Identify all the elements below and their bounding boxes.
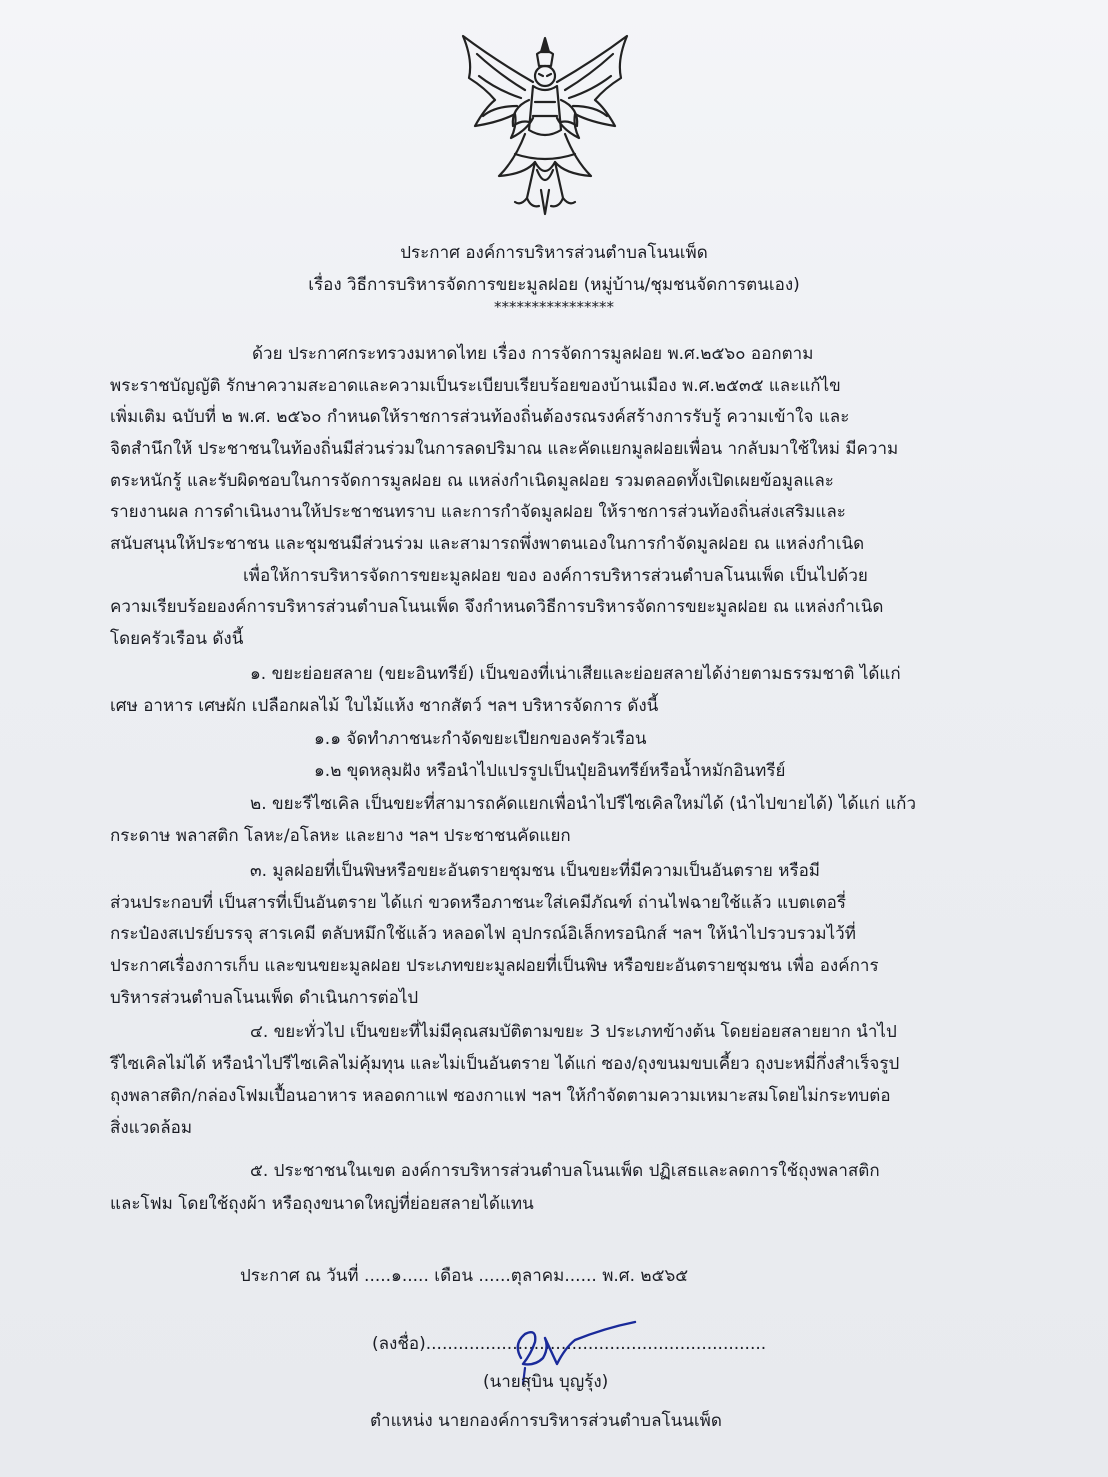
purpose-line-3: โดยครัวเรือน ดังนี้ [110,629,244,649]
item1-sub2: ๑.๒ ขุดหลุมฝัง หรือนำไปแปรรูปเป็นปุ๋ยอินทรีย์หรือน้ำหมักอินทรีย์ [314,761,786,781]
item1-line-1: ๑. ขยะย่อยสลาย (ขยะอินทรีย์) เป็นของที่เน่าเสียและย่อยสลายได้ง่ายตามธรรมชาติ ได้แก่ [250,664,901,684]
item1-sub1: ๑.๑ จัดทำภาชนะกำจัดขยะเปียกของครัวเรือน [314,729,647,749]
item4-line-4: สิ่งแวดล้อม [110,1118,193,1138]
item3-line-4: ประกาศเรื่องการเก็บ และขนขยะมูลฝอย ประเภทขยะมูลฝอยที่เป็นพิษ หรือขยะอันตรายชุมชน เพื่อ องค์การ [110,956,879,976]
item1-line-2: เศษ อาหาร เศษผัก เปลือกผลไม้ ใบไม้แห้ง ซากสัตว์ ฯลฯ บริหารจัดการ ดังนี้ [110,696,659,716]
purpose-line-2: ความเรียบร้อยองค์การบริหารส่วนตำบลโนนเพ็ด จึงกำหนดวิธีการบริหารจัดการขยะมูลฝอย ณ แหล่งกำเนิด [110,597,884,617]
garuda-emblem-icon [455,30,635,220]
intro-line-7: สนับสนุนให้ประชาชน และชุมชนมีส่วนร่วม และสามารถพึ่งพาตนเองในการกำจัดมูลฝอย ณ แหล่งกำเนิด [110,534,865,554]
announcement-title: ประกาศ องค์การบริหารส่วนตำบลโนนเพ็ด [400,243,708,263]
item4-line-2: รีไซเคิลไม่ได้ หรือนำไปรีไซเคิลไม่คุ้มทุน และไม่เป็นอันตราย ได้แก่ ซอง/ถุงขนมขบเคี้ยว ถุงบะหมี่กึ่งสำเร็จรูป [110,1054,900,1074]
purpose-line-1: เพื่อให้การบริหารจัดการขยะมูลฝอย ของ องค์การบริหารส่วนตำบลโนนเพ็ด เป็นไปด้วย [243,566,868,586]
item4-line-3: ถุงพลาสติก/กล่องโฟมเปื้อนอาหาร หลอดกาแฟ ซองกาแฟ ฯลฯ ให้กำจัดตามความเหมาะสมโดยไม่กระทบต่อ [110,1086,891,1106]
intro-line-2: พระราชบัญญัติ รักษาความสะอาดและความเป็นระเบียบเรียบร้อยของบ้านเมือง พ.ศ.๒๕๓๕ และแก้ไข [110,376,841,396]
item3-line-1: ๓. มูลฝอยที่เป็นพิษหรือขยะอันตรายชุมชน เป็นขยะที่มีความเป็นอันตราย หรือมี [250,861,821,881]
item2-line-2: กระดาษ พลาสติก โลหะ/อโลหะ และยาง ฯลฯ ประชาชนคัดแยก [110,826,571,846]
item5-line-1: ๕. ประชาชนในเขต องค์การบริหารส่วนตำบลโนนเพ็ด ปฏิเสธและลดการใช้ถุงพลาสติก [250,1161,880,1181]
item5-line-2: และโฟม โดยใช้ถุงผ้า หรือถุงขนาดใหญ่ที่ย่อยสลายได้แทน [110,1194,534,1214]
header-separator: **************** [494,298,614,316]
announcement-subject: เรื่อง วิธีการบริหารจัดการขยะมูลฝอย (หมู่บ้าน/ชุมชนจัดการตนเอง) [308,275,800,295]
announce-date: ประกาศ ณ วันที่ .....๑..... เดือน ......ตุลาคม...... พ.ศ. ๒๕๖๕ [240,1266,689,1286]
signer-name: (นายสุบิน บุญรุ้ง) [483,1372,609,1392]
intro-line-5: ตระหนักรู้ และรับผิดชอบในการจัดการมูลฝอย ณ แหล่งกำเนิดมูลฝอย รวมตลอดทั้งเปิดเผยข้อมูลและ [110,471,834,491]
signature-line: (ลงชื่อ)............................................................... [372,1334,767,1354]
item2-line-1: ๒. ขยะรีไซเคิล เป็นขยะที่สามารถคัดแยกเพื่อนำไปรีไซเคิลใหม่ได้ (นำไปขายได้) ได้แก่ แก้ว [250,794,917,814]
intro-line-3: เพิ่มเติม ฉบับที่ ๒ พ.ศ. ๒๕๖๐ กำหนดให้ราชการส่วนท้องถิ่นต้องรณรงค์สร้างการรับรู้ ความเข้าใจ และ [110,407,850,427]
item3-line-5: บริหารส่วนตำบลโนนเพ็ด ดำเนินการต่อไป [110,988,419,1008]
signer-position: ตำแหน่ง นายกองค์การบริหารส่วนตำบลโนนเพ็ด [370,1411,722,1431]
item3-line-2: ส่วนประกอบที่ เป็นสารที่เป็นอันตราย ได้แก่ ขวดหรือภาชนะใส่เคมีภัณฑ์ ถ่านไฟฉายใช้แล้ว แบตเตอรี่ [110,893,846,913]
item3-line-3: กระป๋องสเปรย์บรรจุ สารเคมี ตลับหมึกใช้แล้ว หลอดไฟ อุปกรณ์อิเล็กทรอนิกส์ ฯลฯ ให้นำไปรวบรวมไว้ที่ [110,924,856,944]
intro-line-1: ด้วย ประกาศกระทรวงมหาดไทย เรื่อง การจัดการมูลฝอย พ.ศ.๒๕๖๐ ออกตาม [252,344,814,364]
intro-line-4: จิตสำนึกให้ ประชาชนในท้องถิ่นมีส่วนร่วมในการลดปริมาณ และคัดแยกมูลฝอยเพื่อน ากลับมาใช้ใหม่ มีความ [110,439,899,459]
intro-line-6: รายงานผล การดำเนินงานให้ประชาชนทราบ และการกำจัดมูลฝอย ให้ราชการส่วนท้องถิ่นส่งเสริมและ [110,502,846,522]
item4-line-1: ๔. ขยะทั่วไป เป็นขยะที่ไม่มีคุณสมบัติตามขยะ 3 ประเภทข้างต้น โดยย่อยสลายยาก นำไป [250,1022,897,1042]
